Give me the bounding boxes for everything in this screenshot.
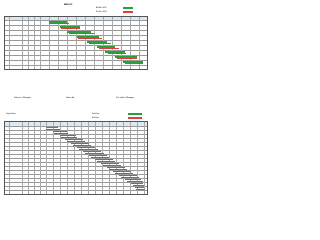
bar-actual bbox=[78, 38, 102, 39]
bottom-info-2: End Date: bbox=[92, 118, 100, 119]
bar-actual bbox=[69, 33, 94, 34]
legend-actual-swatch bbox=[123, 11, 133, 13]
bar-actual bbox=[117, 58, 137, 59]
bar-actual bbox=[125, 63, 143, 64]
bar-actual bbox=[61, 28, 80, 29]
bar-actual bbox=[133, 185, 144, 186]
bar-actual bbox=[46, 129, 60, 130]
legend2-actual-swatch bbox=[128, 117, 142, 119]
bar-actual bbox=[61, 137, 77, 138]
bar-actual bbox=[103, 165, 121, 166]
bar-actual bbox=[49, 23, 69, 24]
bar-actual bbox=[91, 157, 109, 158]
signature-right: Xác nhận / Manager bbox=[116, 97, 135, 99]
bar-actual bbox=[121, 177, 139, 178]
bar-actual bbox=[73, 145, 91, 146]
bottom-gantt-table bbox=[4, 121, 148, 195]
legend2-planned-swatch bbox=[128, 113, 142, 115]
bar-actual bbox=[108, 53, 126, 54]
bar-actual bbox=[54, 133, 68, 134]
bar-actual bbox=[127, 181, 143, 182]
bar-actual bbox=[89, 43, 111, 44]
bar-actual bbox=[85, 153, 104, 154]
signature-left: Kiểm tra / Manager bbox=[14, 97, 32, 99]
bar-actual bbox=[99, 48, 119, 49]
document-page bbox=[0, 0, 149, 198]
bar-actual bbox=[79, 149, 98, 150]
signature-center: Giám đốc bbox=[66, 97, 75, 99]
bar-actual bbox=[67, 141, 85, 142]
top-gantt-table bbox=[4, 16, 148, 70]
bar-actual bbox=[109, 169, 127, 170]
bottom-title: Project Name bbox=[6, 114, 16, 115]
bar-actual bbox=[97, 161, 115, 162]
bar-actual bbox=[136, 189, 145, 190]
bottom-info-1: Start Date: bbox=[92, 114, 100, 115]
top-title: BIỂU ĐỒ bbox=[64, 4, 73, 6]
top-info-1: Bắt đầu: 01/05 bbox=[96, 8, 107, 9]
top-info-2: Kết thúc: 30/12 bbox=[96, 12, 107, 13]
bar-actual bbox=[115, 173, 133, 174]
legend-planned-swatch bbox=[123, 7, 133, 9]
